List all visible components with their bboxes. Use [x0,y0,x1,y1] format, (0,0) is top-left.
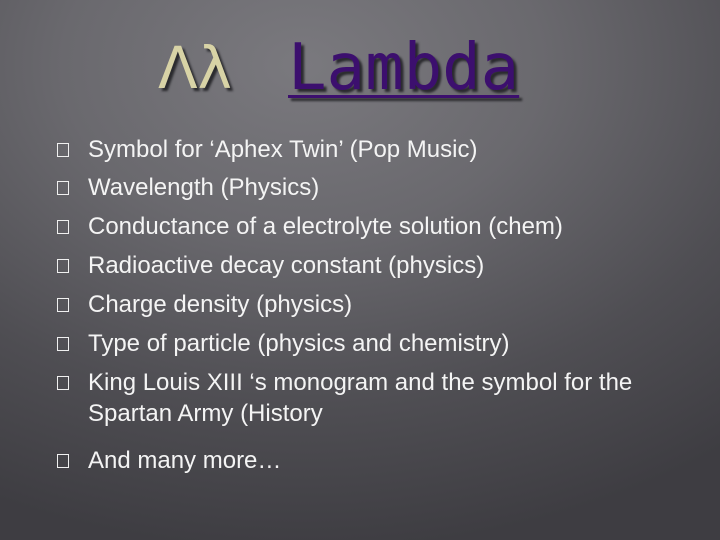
bullet-text: Symbol for ‘Aphex Twin’ (Pop Music) [88,136,478,163]
bullet-text: Conductance of a electrolyte solution (chem) [88,213,563,240]
bullet-square-icon [57,181,69,195]
lambda-symbol: Λλ [158,34,233,102]
bullet-square-icon [57,220,69,234]
bullet-text: Radioactive decay constant (physics) [88,252,485,279]
bullet-square-icon [57,454,69,468]
bullet-text: Type of particle (physics and chemistry) [88,330,510,357]
bullet-square-icon [57,143,69,157]
bullet-square-icon [57,376,69,390]
bullet-text: And many more… [88,447,282,474]
bullet-text: Wavelength (Physics) [88,174,320,201]
bullet-square-icon [57,337,69,351]
bullet-square-icon [57,298,69,312]
bullet-text: King Louis XIII ‘s monogram and the symbol for the Spartan Army (History [88,369,633,427]
title-word: Lambda [288,31,520,105]
bullet-square-icon [57,259,69,273]
bullet-text: Charge density (physics) [88,291,353,318]
